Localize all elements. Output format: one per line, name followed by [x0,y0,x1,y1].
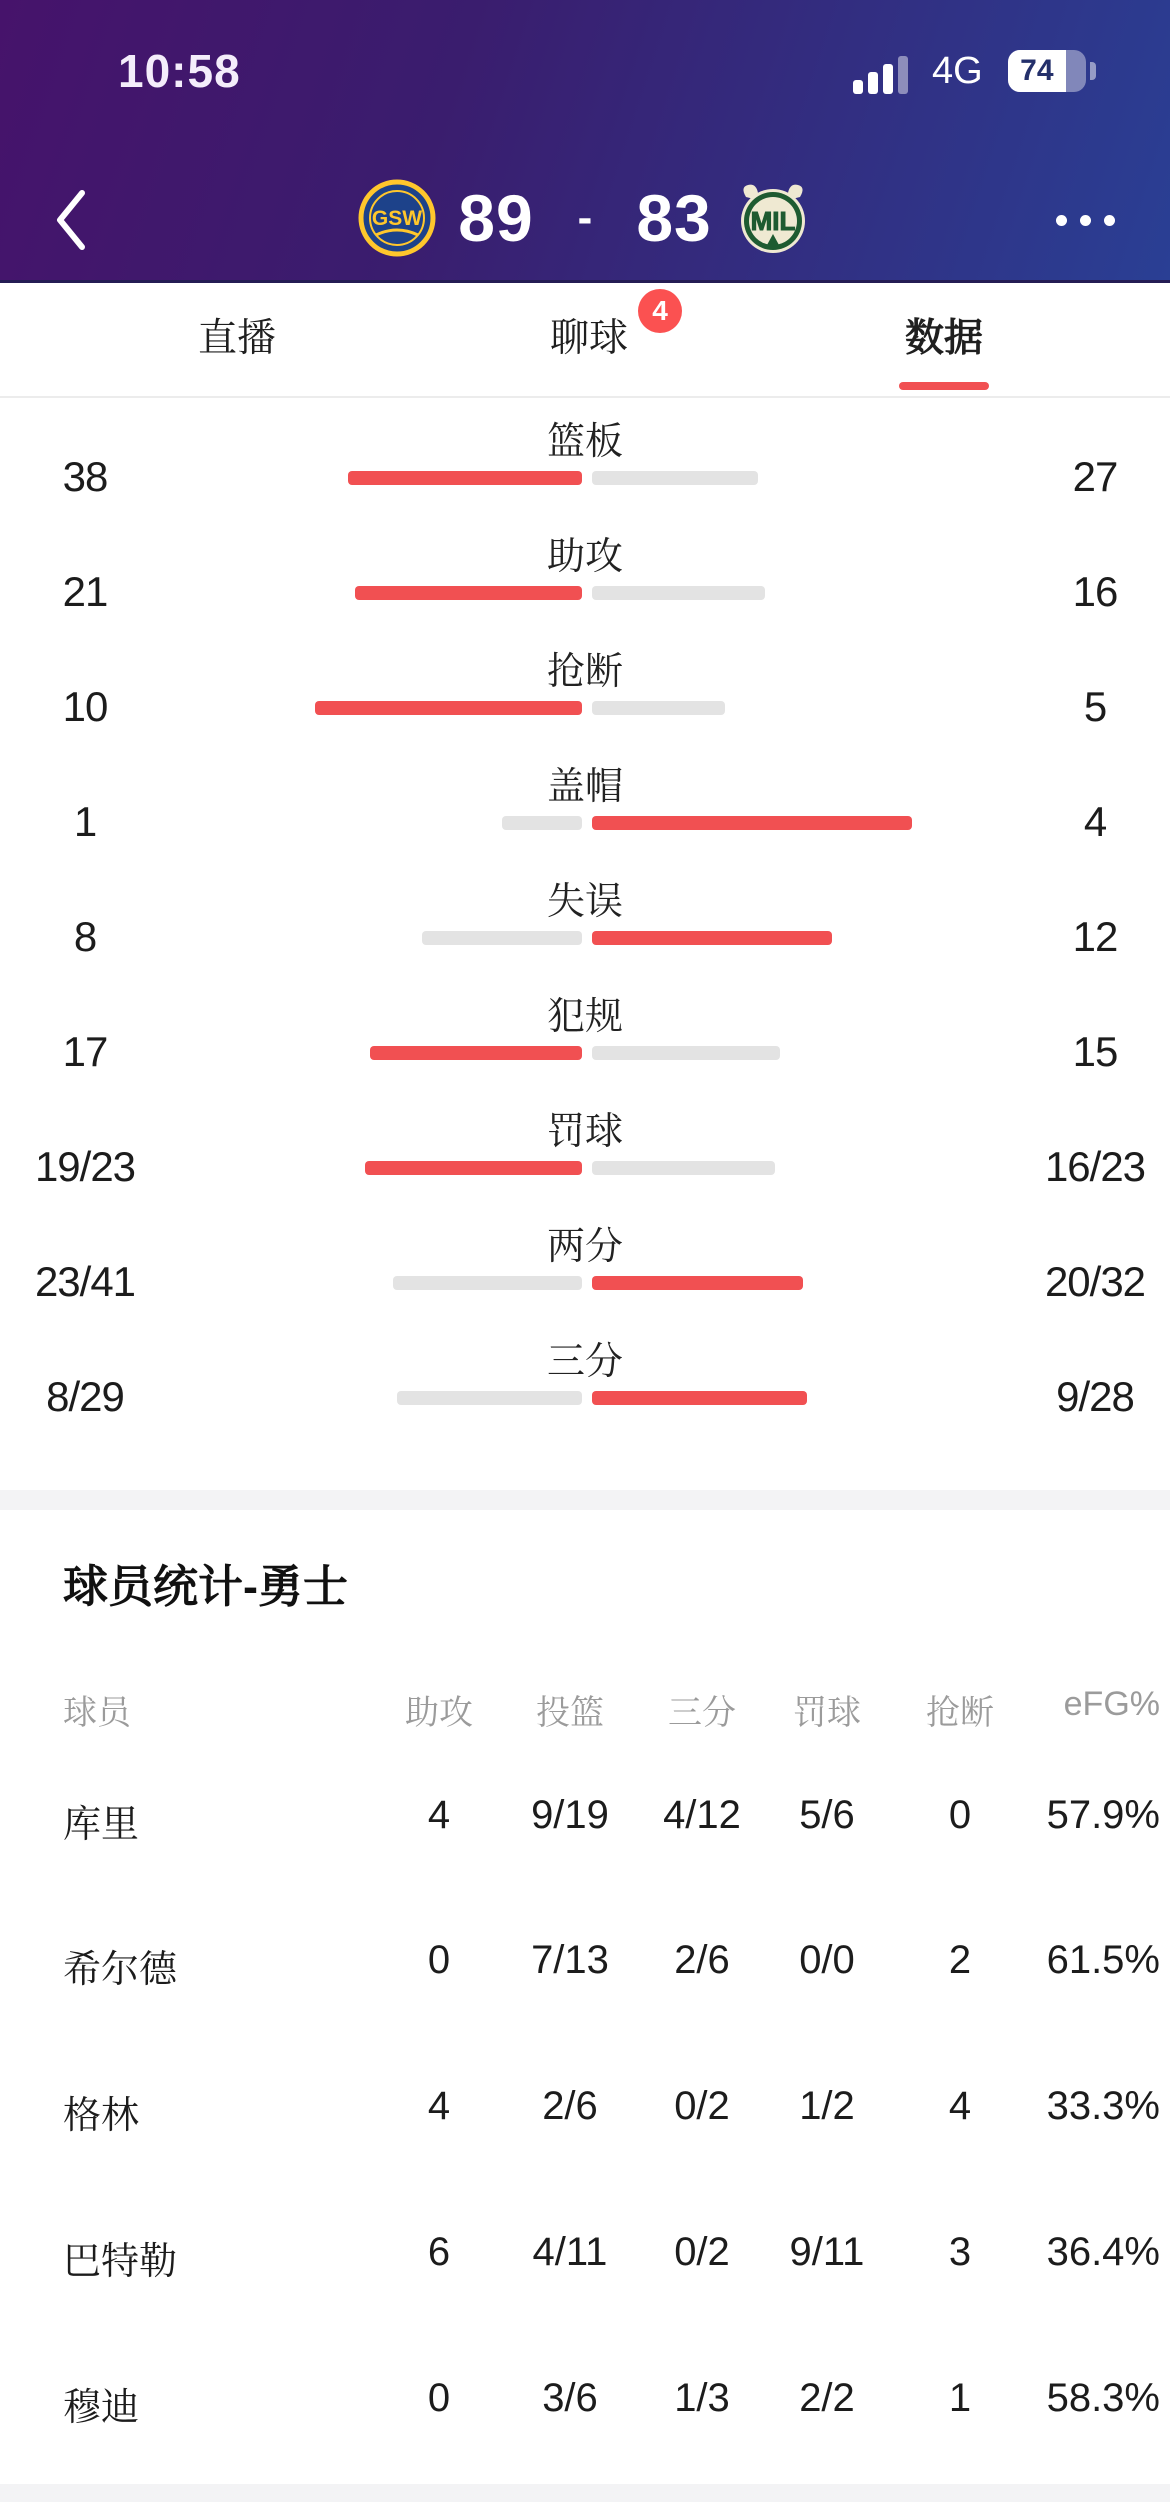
home-bar [397,1391,582,1405]
score-divider: - [577,193,593,242]
svg-text:GSW: GSW [372,207,423,230]
tab-bar [0,283,1170,398]
home-bar [370,1046,582,1060]
away-bar [592,471,758,485]
player-row-butler: 巴特勒 6 4/11 0/2 9/11 3 36.4% [63,2230,1160,2283]
stat-row-fouls: 犯规 17 15 [0,975,1170,1090]
away-value: 27 [1072,453,1118,500]
home-bar [502,816,582,830]
home-value: 23/41 [34,1258,136,1305]
stat-row-rebounds: 篮板 38 27 [0,400,1170,515]
scoreboard [0,176,1170,260]
svg-text:MIL: MIL [750,206,796,236]
away-value: 5 [1083,683,1107,730]
home-bar [422,931,582,945]
player-row-green: 格林 4 2/6 0/2 1/2 4 33.3% [63,2084,1160,2137]
home-value: 19/23 [34,1143,136,1190]
gsw-team-logo [358,179,436,257]
stat-row-blocks: 盖帽 1 4 [0,745,1170,860]
away-bar [592,1391,807,1405]
away-bar [592,1276,803,1290]
stat-row-three-pointers: 三分 8/29 9/28 [0,1320,1170,1435]
away-value: 12 [1072,913,1118,960]
signal-strength-icon [853,52,915,94]
players-section-title: 球员统计-勇士 [63,1561,348,1612]
away-bar [592,701,725,715]
home-value: 1 [73,798,97,845]
player-name: 格林 [63,2095,140,2137]
network-type-label: 4G [932,50,983,92]
tab-chat[interactable]: 聊球 [549,317,628,360]
battery-icon [1008,50,1086,92]
header [0,0,1170,283]
away-bar [592,1046,780,1060]
more-options-button[interactable] [1030,190,1140,250]
tab-live[interactable]: 直播 [197,317,276,360]
away-score: 83 [636,181,712,255]
home-score: 89 [458,181,534,255]
players-table-header: 球员 助攻 投篮 三分 罚球 抢断 eFG% [63,1685,1160,1732]
tab-data[interactable]: 数据 [904,317,983,360]
status-time: 10:58 [118,45,241,97]
home-value: 10 [62,683,108,730]
away-value: 16 [1072,568,1118,615]
stat-row-assists: 助攻 21 16 [0,515,1170,630]
home-value: 21 [62,568,108,615]
player-row-moody: 穆迪 0 3/6 1/3 2/2 1 58.3% [63,2376,1160,2429]
active-tab-underline [899,382,989,390]
more-dots-icon [1056,215,1067,226]
home-bar [315,701,582,715]
mil-team-logo [734,179,812,257]
stat-row-two-pointers: 两分 23/41 20/32 [0,1205,1170,1320]
away-value: 9/28 [1056,1373,1134,1420]
stat-row-free-throws: 罚球 19/23 16/23 [0,1090,1170,1205]
away-bar [592,586,765,600]
away-value: 20/32 [1044,1258,1146,1305]
away-bar [592,816,912,830]
stat-row-turnovers: 失误 8 12 [0,860,1170,975]
player-name: 库里 [63,1804,140,1846]
player-row-hield: 希尔德 0 7/13 2/6 0/0 2 61.5% [63,1938,1160,1991]
home-bar [355,586,582,600]
player-name: 希尔德 [63,1949,178,1991]
away-value: 15 [1072,1028,1118,1075]
home-bar [365,1161,582,1175]
team-stats-comparison [0,400,1170,1435]
unread-badge: 4 [638,289,682,333]
away-bar [592,931,832,945]
away-value: 16/23 [1044,1143,1146,1190]
player-row-curry: 库里 4 9/19 4/12 5/6 0 57.9% [63,1793,1160,1846]
home-bar [393,1276,582,1290]
battery-cap [1090,62,1096,80]
home-value: 8/29 [46,1373,124,1420]
stat-row-steals: 抢断 10 5 [0,630,1170,745]
away-value: 4 [1083,798,1107,845]
section-divider [0,1490,1170,1510]
battery-percent: 74 [1020,54,1054,87]
home-value: 38 [62,453,108,500]
player-name: 穆迪 [63,2387,140,2429]
player-name: 巴特勒 [63,2241,178,2283]
home-bar [348,471,582,485]
home-value: 17 [62,1028,108,1075]
home-value: 8 [73,913,97,960]
away-bar [592,1161,775,1175]
next-section-peek [0,2484,1170,2502]
